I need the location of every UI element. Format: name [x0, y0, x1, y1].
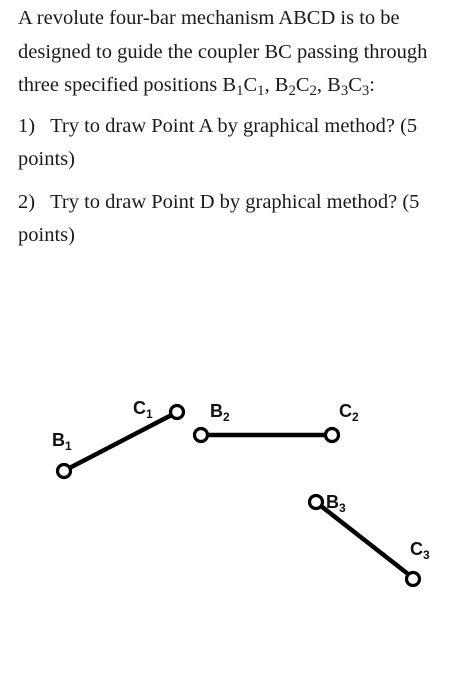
intro-sub: 2: [309, 83, 317, 100]
joint-c2: [326, 429, 339, 442]
intro-sub: 3: [361, 83, 370, 100]
intro-text: , B: [264, 74, 289, 96]
intro-text: :: [369, 74, 375, 96]
joint-c1: [171, 406, 184, 419]
coupler-position-1: [52, 398, 184, 478]
item-text: Try to draw Point A by graphical method? (5 points): [18, 114, 418, 170]
coupler-position-3: [310, 492, 431, 586]
intro-sub: 1: [257, 83, 265, 100]
intro-text: A revolute four-bar mechanism ABCD is to be designed to guide the coupler BC passing through three specified positions B: [18, 7, 428, 96]
coupler-positions-diagram: [0, 360, 463, 620]
problem-intro: [18, 2, 458, 103]
joint-b3: [310, 496, 323, 509]
intro-sub: 2: [288, 83, 296, 100]
joint-b2: [195, 429, 208, 442]
problem-statement: [18, 2, 458, 253]
item-number: 2): [18, 190, 36, 213]
label-c1: $C_1$: [133, 398, 153, 421]
intro-sub: 1: [236, 83, 244, 100]
intro-text: , B: [316, 74, 341, 96]
question-item-2: [18, 186, 458, 253]
label-b1: $B_1$: [52, 430, 72, 453]
label-b3: $B_3$: [326, 492, 346, 515]
intro-text: C: [243, 74, 258, 96]
intro-sub: 3: [340, 83, 349, 100]
intro-text: C: [295, 74, 310, 96]
joint-c3: [407, 573, 420, 586]
coupler-link-b1c1: [70, 415, 172, 468]
label-c3: $C_3$: [410, 539, 430, 562]
label-c2: $C_2$: [339, 401, 359, 424]
coupler-link-b3c3: [321, 506, 408, 574]
item-number: 1): [18, 114, 36, 137]
question-item-1: [18, 110, 458, 177]
joint-b1: [58, 465, 71, 478]
label-b2: $B_2$: [210, 401, 230, 424]
intro-text: C: [348, 74, 362, 96]
item-text: Try to draw Point D by graphical method? (5 points): [18, 190, 420, 246]
coupler-position-2: [195, 401, 360, 442]
